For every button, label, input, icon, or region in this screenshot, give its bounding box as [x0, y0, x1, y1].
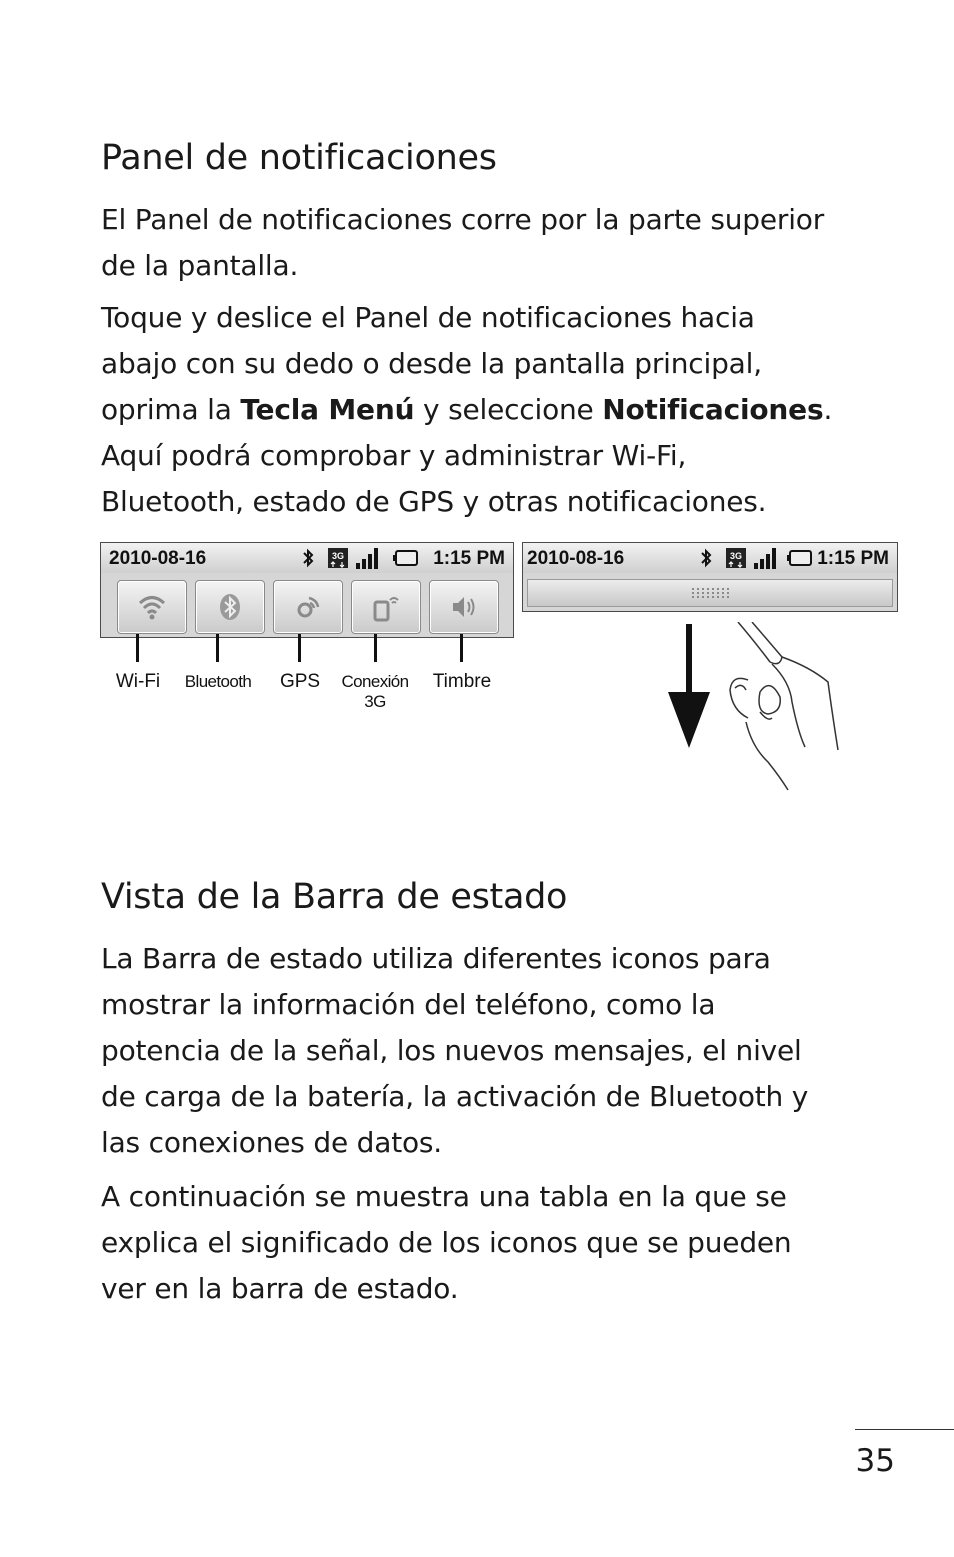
hand-pointer-icon [730, 622, 838, 790]
text-line: A continuación se muestra una tabla en la que se [101, 1180, 787, 1213]
paragraph-intro [101, 197, 901, 289]
text-line: abajo con su dedo o desde la pantalla principal, [101, 347, 762, 380]
wifi-icon [137, 592, 167, 622]
bluetooth-icon [215, 592, 245, 622]
label-line: Conexión [341, 672, 409, 691]
status-icons [299, 546, 419, 570]
text-line: La Barra de estado utiliza diferentes iconos para [101, 942, 771, 975]
label-bluetooth: Bluetooth [184, 672, 252, 691]
label-gps: GPS [279, 671, 321, 692]
text-line: Aquí podrá comprobar y administrar Wi-Fi, [101, 439, 687, 472]
battery-icon [787, 546, 813, 570]
svg-text:3G: 3G [729, 551, 743, 561]
swipe-down-illustration [660, 622, 860, 792]
3g-icon [725, 546, 747, 570]
gps-toggle-button[interactable] [273, 580, 343, 634]
text-line: de la pantalla. [101, 249, 299, 282]
text-line: potencia de la señal, los nuevos mensajes, el nivel [101, 1034, 802, 1067]
label-ringer: Timbre [432, 671, 492, 692]
callout-line [374, 634, 377, 662]
label-line: 3G [364, 692, 386, 711]
label-3g-connection [334, 672, 416, 712]
bluetooth-icon [301, 546, 315, 570]
bluetooth-icon [699, 546, 713, 570]
text-line: explica el significado de los iconos que se pueden [101, 1226, 792, 1259]
panel-drag-handle[interactable] [527, 579, 893, 607]
page-number: 35 [855, 1443, 895, 1479]
text-line: Toque y deslice el Panel de notificaciones hacia [101, 301, 755, 334]
text-line: El Panel de notificaciones corre por la parte superior [101, 203, 825, 236]
gps-icon [293, 592, 323, 622]
ringer-toggle-button[interactable] [429, 580, 499, 634]
status-icons [697, 546, 817, 570]
notifications-term: Notificaciones [602, 393, 824, 426]
bluetooth-toggle-button[interactable] [195, 580, 265, 634]
text-run: . [823, 393, 833, 426]
paragraph-table-intro [101, 1174, 901, 1312]
signal-icon [355, 546, 381, 570]
paragraph-instructions [101, 295, 901, 525]
section-title-status-bar: Vista de la Barra de estado [101, 877, 568, 917]
paragraph-status-bar-intro [101, 936, 901, 1166]
callout-line [460, 634, 463, 662]
status-date: 2010-08-16 [109, 548, 207, 569]
text-line: Bluetooth, estado de GPS y otras notificaciones. [101, 485, 767, 518]
callout-line [298, 634, 301, 662]
text-run: y seleccione [414, 393, 603, 426]
status-date: 2010-08-16 [527, 548, 625, 569]
status-time: 1:15 PM [817, 548, 889, 569]
status-time: 1:15 PM [433, 548, 505, 569]
battery-icon [393, 546, 419, 570]
section-title-notification-panel: Panel de notificaciones [101, 138, 497, 178]
text-line: las conexiones de datos. [101, 1126, 443, 1159]
text-line: de carga de la batería, la activación de Bluetooth y [101, 1080, 809, 1113]
text-line [101, 387, 901, 433]
label-wifi: Wi-Fi [115, 671, 161, 692]
footer-rule [855, 1429, 954, 1430]
signal-icon [753, 546, 779, 570]
grip-icon [692, 588, 732, 598]
status-bar [523, 543, 897, 573]
down-arrow-icon [668, 624, 710, 748]
speaker-icon [449, 592, 479, 622]
text-line: ver en la barra de estado. [101, 1272, 459, 1305]
menu-key-term: Tecla Menú [240, 393, 415, 426]
notification-panel-expanded [100, 542, 514, 638]
text-run: oprima la [101, 393, 241, 426]
3g-connection-toggle-button[interactable] [351, 580, 421, 634]
wifi-toggle-button[interactable] [117, 580, 187, 634]
3g-icon [327, 546, 349, 570]
3g-connection-icon [371, 592, 401, 622]
callout-line [136, 634, 139, 662]
callout-line [216, 634, 219, 662]
svg-text:3G: 3G [331, 551, 345, 561]
status-bar [101, 543, 513, 573]
notification-panel-collapsed [522, 542, 898, 612]
text-line: mostrar la información del teléfono, como la [101, 988, 716, 1021]
